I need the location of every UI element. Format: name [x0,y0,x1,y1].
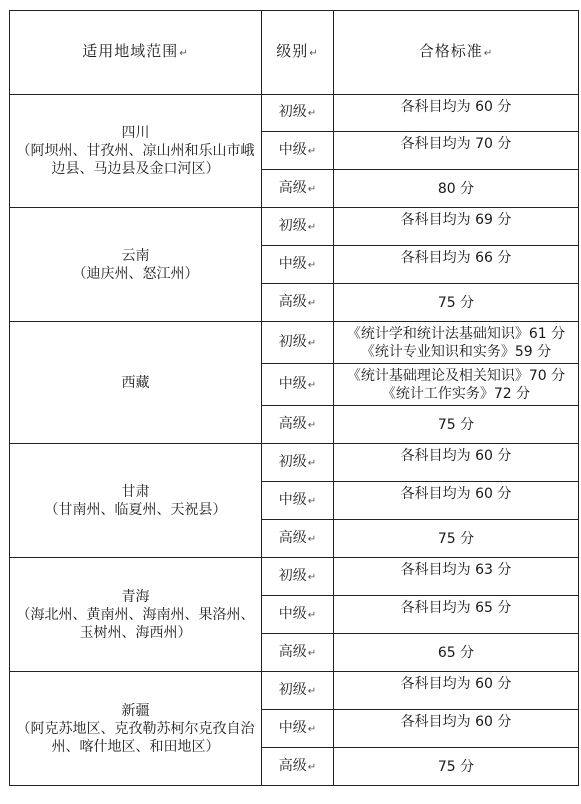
standard-cell [334,748,579,786]
level-cell [262,364,334,406]
paragraph-mark-icon: ↵ [307,723,317,735]
paragraph-mark-icon: ↵ [307,609,317,621]
level-label: 初级 [278,567,307,584]
level-cell [262,284,334,322]
level-label: 中级 [278,375,307,392]
standard-text: 75 分 [437,758,475,775]
standard-cell [334,444,579,482]
level-label: 初级 [278,681,307,698]
level-cell [262,95,334,132]
paragraph-mark-icon: ↵ [307,419,317,431]
standard-cell [334,170,579,208]
paragraph-mark-icon: ↵ [179,48,189,59]
paragraph-mark-icon: ↵ [483,48,494,59]
level-label: 中级 [278,491,307,508]
level-cell [262,558,334,596]
header-level [262,11,334,95]
level-label: 初级 [278,453,307,470]
region-name: 云南 [121,247,150,264]
standard-text: 各科目均为 69 分 [400,212,512,228]
table-row [10,444,579,482]
level-cell [262,710,334,748]
table-row [10,672,579,710]
level-label: 初级 [278,104,307,120]
standard-cell [334,520,579,558]
standard-text: 各科目均为 65 分 [400,600,512,616]
region-name: 西藏 [121,374,150,391]
level-label: 初级 [278,333,307,350]
region-cell [10,95,262,208]
standard-cell [334,246,579,284]
standard-text: 《统计工作实务》72 分 [381,386,531,402]
level-label: 初级 [278,217,307,234]
level-cell [262,596,334,634]
header-row [10,11,579,95]
level-cell [262,208,334,246]
level-label: 高级 [278,643,307,660]
level-cell [262,170,334,208]
standard-text: 各科目均为 60 分 [400,714,512,730]
paragraph-mark-icon: ↵ [307,647,317,659]
level-cell [262,748,334,786]
paragraph-mark-icon: ↵ [307,495,317,507]
header-standard [334,11,579,95]
standard-text: 各科目均为 60 分 [400,486,512,502]
paragraph-mark-icon: ↵ [307,571,317,583]
standard-cell [334,322,579,364]
standard-cell [334,208,579,246]
level-label: 高级 [278,179,307,196]
standard-text: 《统计专业知识和实务》59 分 [360,344,552,360]
header-region [10,11,262,95]
paragraph-mark-icon: ↵ [307,221,317,233]
level-cell [262,132,334,170]
paragraph-mark-icon: ↵ [307,457,317,469]
region-subareas: （迪庆州、怒江州） [72,265,199,282]
header-standard-label: 合格标准 [418,42,483,60]
region-name: 甘肃 [121,483,150,500]
paragraph-mark-icon: ↵ [307,259,317,271]
paragraph-mark-icon: ↵ [309,48,319,59]
region-subareas: （海北州、黄南州、海南州、果洛州、玉树州、海西州） [16,606,255,641]
region-cell [10,672,262,786]
paragraph-mark-icon: ↵ [307,761,317,773]
level-label: 中级 [278,255,307,272]
level-cell [262,444,334,482]
table-row [10,322,579,364]
table-row [10,208,579,246]
paragraph-mark-icon: ↵ [307,337,317,349]
level-label: 高级 [278,415,307,432]
region-name: 青海 [121,588,150,605]
standard-text: 《统计基础理论及相关知识》70 分 [346,368,566,384]
standard-text: 各科目均为 60 分 [400,448,512,464]
paragraph-mark-icon: ↵ [307,183,317,195]
region-cell [10,444,262,558]
paragraph-mark-icon: ↵ [307,379,317,391]
standard-text: 各科目均为 70 分 [400,136,512,152]
standard-cell [334,672,579,710]
standard-cell [334,596,579,634]
table-row [10,558,579,596]
standard-text: 65 分 [437,644,475,661]
standard-text: 80 分 [437,180,475,197]
level-label: 高级 [278,293,307,310]
standard-cell [334,132,579,170]
standard-cell [334,284,579,322]
header-level-label: 级别 [276,42,309,60]
level-cell [262,406,334,444]
paragraph-mark-icon: ↵ [307,685,317,697]
qualification-standards-table [9,10,579,786]
table-body [10,95,579,786]
region-name: 四川 [121,125,150,141]
level-label: 高级 [278,529,307,546]
table-header [10,11,579,95]
standard-text: 75 分 [437,530,475,547]
standard-text: 75 分 [437,416,475,433]
header-region-label: 适用地域范围 [82,42,179,60]
standard-cell [334,406,579,444]
region-cell [10,558,262,672]
standard-text: 各科目均为 66 分 [400,250,512,266]
standard-cell [334,482,579,520]
level-label: 高级 [278,757,307,774]
paragraph-mark-icon: ↵ [307,297,317,309]
level-label: 中级 [278,605,307,622]
region-name: 新疆 [121,702,150,719]
standard-cell [334,710,579,748]
standard-text: 各科目均为 60 分 [400,99,512,115]
level-cell [262,672,334,710]
level-label: 中级 [278,141,307,158]
paragraph-mark-icon: ↵ [307,108,317,119]
level-cell [262,520,334,558]
standard-cell [334,634,579,672]
region-subareas: （甘南州、临夏州、天祝县） [44,501,227,518]
paragraph-mark-icon: ↵ [307,533,317,545]
region-cell [10,322,262,444]
region-subareas: （阿坝州、甘孜州、凉山州和乐山市峨边县、马边县及金口河区） [16,143,255,177]
standard-cell [334,364,579,406]
table-row [10,95,579,132]
standard-cell [334,95,579,132]
level-cell [262,322,334,364]
level-label: 中级 [278,719,307,736]
paragraph-mark-icon: ↵ [307,145,317,157]
standard-cell [334,558,579,596]
level-cell [262,246,334,284]
region-cell [10,208,262,322]
level-cell [262,482,334,520]
standard-text: 《统计学和统计法基础知识》61 分 [346,326,566,342]
level-cell [262,634,334,672]
standard-text: 各科目均为 60 分 [400,676,512,692]
standard-text: 75 分 [437,294,475,311]
standard-text: 各科目均为 63 分 [400,562,512,578]
region-subareas: （阿克苏地区、克孜勒苏柯尔克孜自治州、喀什地区、和田地区） [16,720,255,755]
